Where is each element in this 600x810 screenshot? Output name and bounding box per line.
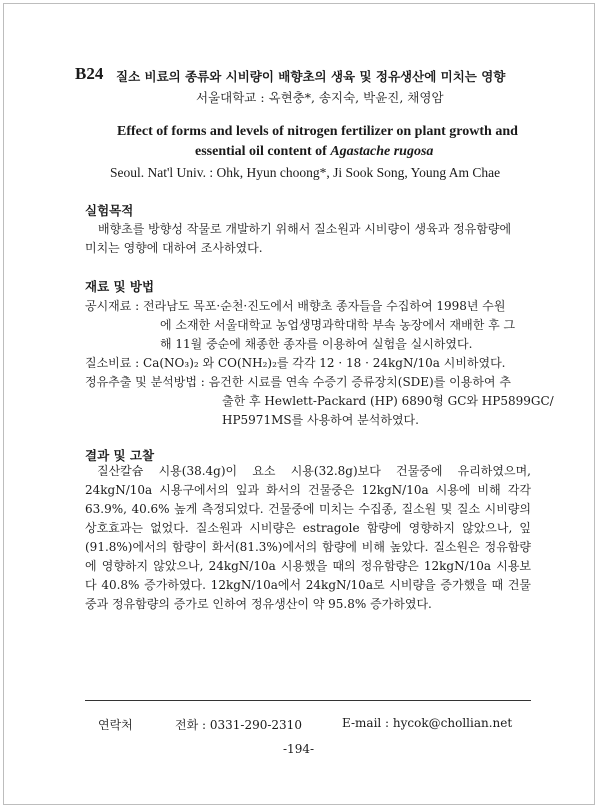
contact-label: 연락처 bbox=[98, 718, 133, 732]
results-heading: 결과 및 고찰 bbox=[85, 448, 155, 463]
species-name: Agastache rugosa bbox=[330, 144, 434, 159]
page-number: -194- bbox=[283, 742, 315, 756]
methods-line-2: 에 소재한 서울대학교 농업생명과학대학 부속 농장에서 재배한 후 그 bbox=[160, 318, 516, 332]
contact-email: E-mail : hycok@chollian.net bbox=[342, 716, 513, 730]
korean-title: 질소 비료의 종류와 시비량이 배향초의 생육 및 정유생산에 미치는 영향 bbox=[116, 69, 506, 84]
english-title-line2 bbox=[195, 144, 433, 160]
purpose-heading: 실험목적 bbox=[85, 203, 134, 218]
methods-heading: 재료 및 방법 bbox=[85, 279, 155, 294]
methods-line-3: 해 11월 중순에 채종한 종자를 이용하여 실험을 실시하였다. bbox=[160, 337, 473, 351]
methods-line-6: 출한 후 Hewlett-Packard (HP) 6890형 GC와 HP5899GC/ bbox=[222, 394, 554, 408]
results-paragraph: 질산칼슘 시용(38.4g)이 요소 시용(32.8g)보다 건물중에 유리하였으며, 24kgN/10a 시용구에서의 잎과 화서의 건물중은 12kgN/10a 시용에 비해 각각 63.9%, 40.6% 높게 측정되었다. 건물중에 미치는 수집종, 질소원 및 질소 시비량의 상호효과는 없었다. 질소원과 시비량은 estragole 함량에 영향하지 않았으나, 잎(91.8%)에서의 함량이 화서(81.3%)에서의 함량에 비해 높았다. 질소원은 정유함량에 영향하지 않았으나, 24kgN/10a 시용했을 때의 정유함량은 12kgN/10a 시용보다 40.8% 증가하였다. 12kgN/10a에서 24kgN/10a로 시비량을 증가했을 때 건물중과 정유함량의 증가로 인하여 정유생산이 약 95.8% 증가하였다. bbox=[85, 464, 531, 611]
methods-line-5: 정유추출 및 분석방법 : 음건한 시료를 연속 수증기 증류장치(SDE)를 이용하여 추 bbox=[85, 375, 511, 389]
english-title-line1: Effect of forms and levels of nitrogen fertilizer on plant growth and bbox=[117, 124, 518, 139]
korean-authors: 서울대학교 : 옥현충*, 송지숙, 박윤진, 채영암 bbox=[196, 90, 444, 105]
purpose-line-2: 미치는 영향에 대하여 조사하였다. bbox=[85, 241, 263, 255]
methods-line-7: HP5971MS를 사용하여 분석하였다. bbox=[222, 413, 419, 427]
english-title-prefix: essential oil content of bbox=[195, 144, 331, 159]
footer-divider bbox=[85, 700, 531, 701]
english-authors: Seoul. Nat'l Univ. : Ohk, Hyun choong*, Ji Sook Song, Young Am Chae bbox=[110, 165, 501, 180]
contact-phone: 전화 : 0331-290-2310 bbox=[175, 718, 302, 732]
abstract-code: B24 bbox=[75, 64, 104, 83]
methods-line-4: 질소비료 : Ca(NO₃)₂ 와 CO(NH₂)₂를 각각 12 · 18 · 24kgN/10a 시비하였다. bbox=[85, 356, 506, 370]
purpose-line-1: 배향초를 방향성 작물로 개발하기 위해서 질소원과 시비량이 생육과 정유함량에 bbox=[98, 222, 512, 236]
methods-line-1: 공시재료 : 전라남도 목포·순천·진도에서 배향초 종자들을 수집하여 1998년 수원 bbox=[85, 299, 506, 313]
